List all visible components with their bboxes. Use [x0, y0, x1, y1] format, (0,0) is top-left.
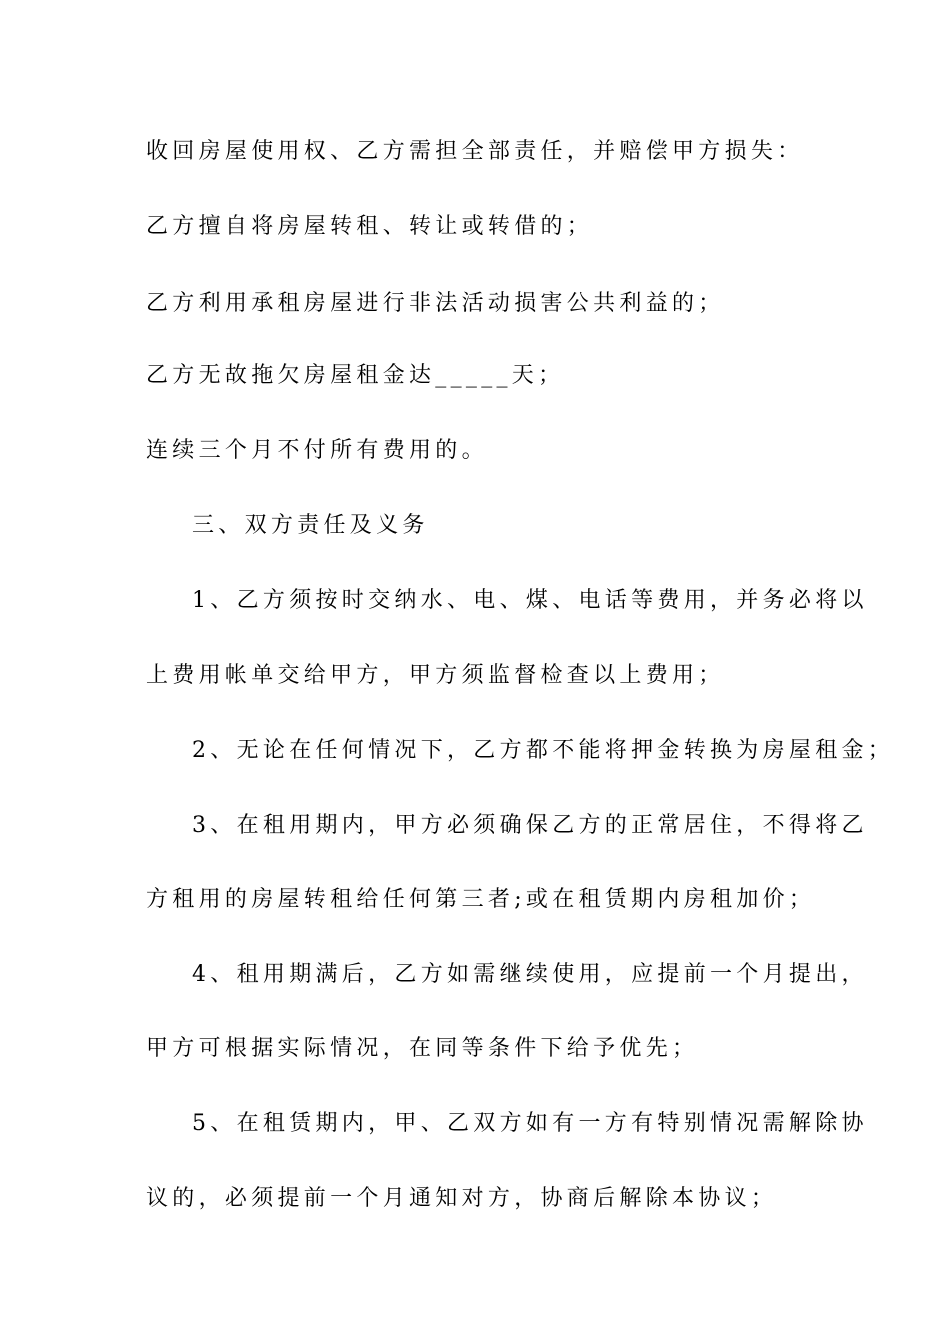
paragraph-line-12: 4、租用期满后，乙方如需继续使用，应提前一个月提出，: [192, 962, 868, 987]
paragraph-line-2: 乙方擅自将房屋转租、转让或转借的；: [146, 214, 594, 239]
paragraph-line-1: 收回房屋使用权、乙方需担全部责任，并赔偿甲方损失：: [146, 139, 804, 164]
paragraph-line-13: 甲方可根据实际情况，在同等条件下给予优先；: [146, 1036, 699, 1061]
paragraph-line-15: 议的，必须提前一个月通知对方，协商后解除本协议；: [146, 1186, 778, 1211]
paragraph-line-14: 5、在租赁期内，甲、乙双方如有一方有特别情况需解除协: [192, 1111, 868, 1136]
paragraph-line-7: 1、乙方须按时交纳水、电、煤、电话等费用，并务必将以: [192, 588, 868, 613]
paragraph-line-11: 方租用的房屋转租给任何第三者;或在租赁期内房租加价；: [146, 887, 816, 912]
paragraph-line-4: 乙方无故拖欠房屋租金达_____天；: [146, 363, 565, 388]
paragraph-line-10: 3、在租用期内，甲方必须确保乙方的正常居住，不得将乙: [192, 813, 868, 838]
paragraph-line-8: 上费用帐单交给甲方，甲方须监督检查以上费用；: [146, 663, 725, 688]
paragraph-line-5: 连续三个月不付所有费用的。: [146, 438, 488, 463]
section-heading: 三、双方责任及义务: [192, 513, 429, 538]
paragraph-line-3: 乙方利用承租房屋进行非法活动损害公共利益的；: [146, 291, 725, 316]
paragraph-line-9: 2、无论在任何情况下，乙方都不能将押金转换为房屋租金；: [192, 738, 895, 763]
